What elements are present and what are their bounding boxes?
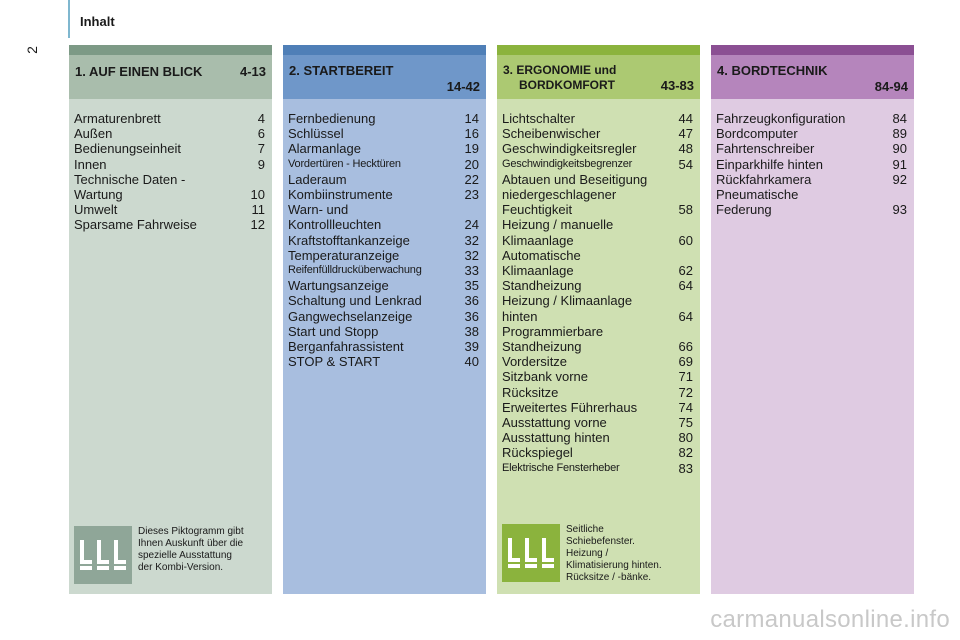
toc-entry-page: 66	[678, 339, 693, 355]
section-title: 3. ERGONOMIE und	[503, 63, 617, 77]
toc-entry-page: 38	[464, 323, 479, 339]
toc-entry[interactable]	[502, 369, 695, 384]
toc-entry-page: 71	[678, 369, 693, 385]
toc-entry-page: 19	[464, 141, 479, 157]
toc-entry-label: Bordcomputer	[716, 126, 798, 142]
toc-entry-label: Gangwechselanzeige	[288, 308, 413, 324]
toc-entry[interactable]	[716, 172, 909, 187]
toc-entry-label: Geschwindigkeitsbegrenzer	[502, 157, 633, 170]
toc-entry-label: Scheibenwischer	[502, 126, 601, 142]
toc-entry[interactable]	[288, 293, 481, 308]
section-header-3[interactable]	[497, 55, 700, 99]
toc-list	[497, 99, 700, 476]
toc-entry-label: Pneumatische Federung	[716, 187, 799, 218]
toc-entry-page: 23	[464, 187, 479, 203]
toc-entry[interactable]	[74, 157, 267, 172]
toc-entry-page: 91	[892, 156, 907, 172]
toc-entry[interactable]	[288, 111, 481, 126]
toc-entry[interactable]	[288, 126, 481, 141]
toc-entry-page: 9	[257, 156, 265, 172]
toc-entry-label: Sparsame Fahrweise	[74, 217, 197, 233]
toc-entry[interactable]	[502, 157, 695, 172]
toc-entry-page: 82	[678, 445, 693, 461]
toc-entry-page: 16	[464, 126, 479, 142]
section-title: 4. BORDTECHNIK	[717, 63, 828, 78]
section-page-range: 14-42	[446, 79, 480, 94]
toc-entry[interactable]	[502, 172, 695, 218]
toc-entry[interactable]	[502, 111, 695, 126]
toc-entry[interactable]	[74, 217, 267, 232]
toc-entry-page: 84	[892, 111, 907, 126]
toc-entry-page: 48	[678, 141, 693, 157]
toc-entry-page: 40	[464, 354, 479, 370]
toc-entry[interactable]	[288, 233, 481, 248]
section-column-1	[69, 45, 272, 594]
toc-entry-label: Abtauen und Beseitigung niedergeschlagener Feuchtigkeit	[502, 171, 648, 218]
toc-entry-page: 93	[892, 202, 907, 218]
toc-entry-label: Außen	[74, 126, 113, 142]
toc-entry-page: 11	[251, 202, 265, 218]
section-header-2[interactable]	[283, 55, 486, 99]
section-column-3	[497, 45, 700, 594]
toc-entry-label: Programmierbare Standheizung	[502, 323, 604, 355]
section-page-range: 4-13	[239, 64, 266, 79]
toc-entry-label: Kraftstofftankanzeige	[288, 232, 410, 248]
toc-entry[interactable]	[502, 400, 695, 415]
toc-entry-label: Geschwindigkeitsregler	[502, 141, 637, 157]
toc-entry[interactable]	[288, 354, 481, 369]
toc-entry-label: Berganfahrassistent	[288, 339, 404, 355]
toc-entry-label: Temperaturanzeige	[288, 247, 400, 263]
toc-entry[interactable]	[716, 126, 909, 141]
toc-entry-page: 75	[678, 415, 693, 431]
toc-entry-page: 72	[678, 384, 693, 400]
toc-entry[interactable]	[288, 248, 481, 263]
toc-entry[interactable]	[502, 430, 695, 445]
sidebar-accent-line	[68, 0, 70, 38]
toc-entry-page: 10	[250, 187, 265, 203]
section-page-range: 43-83	[660, 78, 694, 93]
toc-entry-page: 36	[464, 293, 479, 309]
toc-entry-label: Erweitertes Führerhaus	[502, 399, 638, 415]
toc-entry-page: 20	[464, 156, 479, 172]
section-title: 1. AUF EINEN BLICK	[75, 64, 203, 79]
toc-entry[interactable]	[716, 111, 909, 126]
toc-entry-page: 74	[678, 399, 693, 415]
toc-entry[interactable]	[716, 157, 909, 172]
toc-list	[69, 99, 272, 233]
toc-entry-label: Umwelt	[74, 202, 118, 218]
section-title: 2. STARTBEREIT	[289, 63, 394, 78]
toc-entry-label: Heizung / manuelle Klimaanlage	[502, 217, 614, 248]
toc-entry-label: Heizung / Klimaanlage hinten	[502, 293, 633, 324]
toc-entry-page: 90	[892, 141, 907, 157]
toc-entry-label: Technische Daten - Wartung	[74, 171, 186, 203]
toc-entry[interactable]	[288, 172, 481, 187]
toc-entry-label: Fahrtenschreiber	[716, 141, 815, 157]
toc-entry[interactable]	[502, 278, 695, 293]
toc-entry-label: Alarmanlage	[288, 141, 361, 157]
toc-entry-page: 64	[678, 308, 693, 324]
toc-entry[interactable]	[74, 126, 267, 141]
toc-entry-label: Bedienungseinheit	[74, 141, 181, 157]
toc-entry-label: Schlüssel	[288, 126, 344, 142]
toc-entry-page: 14	[464, 111, 479, 126]
toc-entry-page: 83	[678, 460, 693, 476]
toc-entry-label: Rückspiegel	[502, 445, 573, 461]
toc-entry[interactable]	[74, 172, 267, 202]
page-title: Inhalt	[80, 14, 115, 29]
toc-entry-page: 64	[678, 278, 693, 294]
toc-entry-label: Automatische Klimaanlage	[502, 247, 581, 279]
toc-entry-page: 39	[464, 339, 479, 355]
section-page-range: 84-94	[874, 79, 908, 94]
toc-entry[interactable]	[502, 324, 695, 354]
toc-entry-label: Innen	[74, 156, 107, 172]
toc-entry-page: 35	[464, 278, 479, 294]
toc-entry-label: Vordertüren - Hecktüren	[288, 157, 401, 170]
toc-entry[interactable]	[716, 141, 909, 156]
toc-entry[interactable]	[288, 157, 481, 172]
column-top-bar	[711, 45, 914, 55]
toc-entry[interactable]	[288, 141, 481, 156]
toc-entry[interactable]	[502, 141, 695, 156]
toc-entry-label: STOP & START	[288, 354, 381, 370]
toc-entry-label: Warn- und Kontrollleuchten	[288, 202, 382, 233]
toc-entry-page: 47	[678, 126, 693, 142]
seat-pictogram-icon	[502, 524, 560, 582]
toc-entry[interactable]	[502, 293, 695, 323]
toc-entry-page: 22	[464, 171, 479, 187]
toc-entry-page: 89	[892, 126, 907, 142]
page-number: 2	[23, 46, 40, 54]
column-top-bar	[497, 45, 700, 55]
toc-entry-page: 62	[678, 263, 693, 279]
toc-entry[interactable]	[74, 202, 267, 217]
toc-entry-page: 4	[257, 111, 265, 126]
column-top-bar	[69, 45, 272, 55]
toc-entry-label: Ausstattung vorne	[502, 415, 607, 431]
toc-list	[283, 99, 486, 369]
toc-entry-page: 32	[464, 247, 479, 263]
watermark-text: carmanualsonline.info	[710, 606, 950, 633]
toc-entry-label: Lichtschalter	[502, 111, 575, 126]
section-column-2	[283, 45, 486, 594]
pictogram-note-text: Dieses Piktogramm gibt Ihnen Auskunft über die spezielle Ausstattung der Kombi-Version.	[138, 526, 244, 573]
toc-entry-label: Wartungsanzeige	[288, 278, 389, 294]
toc-entry-label: Sitzbank vorne	[502, 369, 588, 385]
section-header-4[interactable]	[711, 55, 914, 99]
toc-entry[interactable]	[502, 415, 695, 430]
toc-entry-page: 44	[678, 111, 693, 126]
toc-entry-page: 69	[678, 354, 693, 370]
toc-entry-label: Schaltung und Lenkrad	[288, 293, 422, 309]
toc-entry-page: 32	[464, 232, 479, 248]
toc-entry-page: 92	[892, 171, 907, 187]
toc-entry-label: Ausstattung hinten	[502, 430, 610, 446]
toc-entry-page: 80	[678, 430, 693, 446]
pictogram-note-text: Seitliche Schiebefenster. Heizung / Klimatisierung hinten. Rücksitze / -bänke.	[566, 524, 662, 583]
toc-entry[interactable]	[502, 126, 695, 141]
toc-entry[interactable]	[502, 445, 695, 460]
pictogram-note	[74, 526, 244, 584]
toc-entry-label: Vordersitze	[502, 354, 568, 370]
section-header-1[interactable]	[69, 55, 272, 99]
toc-entry-label: Einparkhilfe hinten	[716, 156, 823, 172]
toc-entry-label: Reifenfülldrucküberwachung	[288, 264, 422, 277]
toc-entry[interactable]	[288, 278, 481, 293]
toc-entry-label: Rückfahrkamera	[716, 171, 812, 187]
toc-entry-page: 6	[257, 126, 265, 142]
toc-entry[interactable]	[74, 141, 267, 156]
toc-entry-label: Laderaum	[288, 171, 347, 187]
toc-entry[interactable]	[288, 324, 481, 339]
toc-entry-page: 54	[678, 156, 693, 172]
toc-entry[interactable]	[288, 202, 481, 232]
toc-entry[interactable]	[288, 309, 481, 324]
toc-entry-label: Rücksitze	[502, 384, 559, 400]
toc-entry-page: 36	[464, 308, 479, 324]
toc-entry[interactable]	[288, 263, 481, 278]
toc-entry-page: 7	[257, 141, 265, 157]
section-title-line-2: BORDKOMFORT	[519, 78, 615, 92]
toc-entry-page: 12	[250, 217, 265, 233]
toc-list	[711, 99, 914, 217]
toc-entry[interactable]	[502, 354, 695, 369]
section-column-4	[711, 45, 914, 594]
pictogram-note	[502, 524, 662, 584]
toc-entry-label: Kombiinstrumente	[288, 187, 393, 203]
toc-entry-page: 58	[678, 202, 693, 218]
toc-entry[interactable]	[288, 339, 481, 354]
toc-entry-label: Start und Stopp	[288, 323, 379, 339]
toc-entry-page: 60	[678, 232, 693, 248]
toc-entry-page: 33	[464, 263, 479, 279]
toc-entry[interactable]	[502, 461, 695, 476]
seat-pictogram-icon	[74, 526, 132, 584]
toc-entry[interactable]	[288, 187, 481, 202]
toc-entry-label: Elektrische Fensterheber	[502, 461, 620, 474]
toc-entry[interactable]	[74, 111, 267, 126]
toc-entry-label: Armaturenbrett	[74, 111, 161, 126]
column-top-bar	[283, 45, 486, 55]
toc-entry-page: 24	[464, 217, 479, 233]
toc-entry[interactable]	[502, 217, 695, 247]
toc-entry[interactable]	[716, 187, 909, 217]
toc-entry-label: Standheizung	[502, 278, 582, 294]
toc-entry-label: Fahrzeugkonfiguration	[716, 111, 846, 126]
toc-entry-label: Fernbedienung	[288, 111, 376, 126]
toc-entry[interactable]	[502, 385, 695, 400]
toc-entry[interactable]	[502, 248, 695, 278]
